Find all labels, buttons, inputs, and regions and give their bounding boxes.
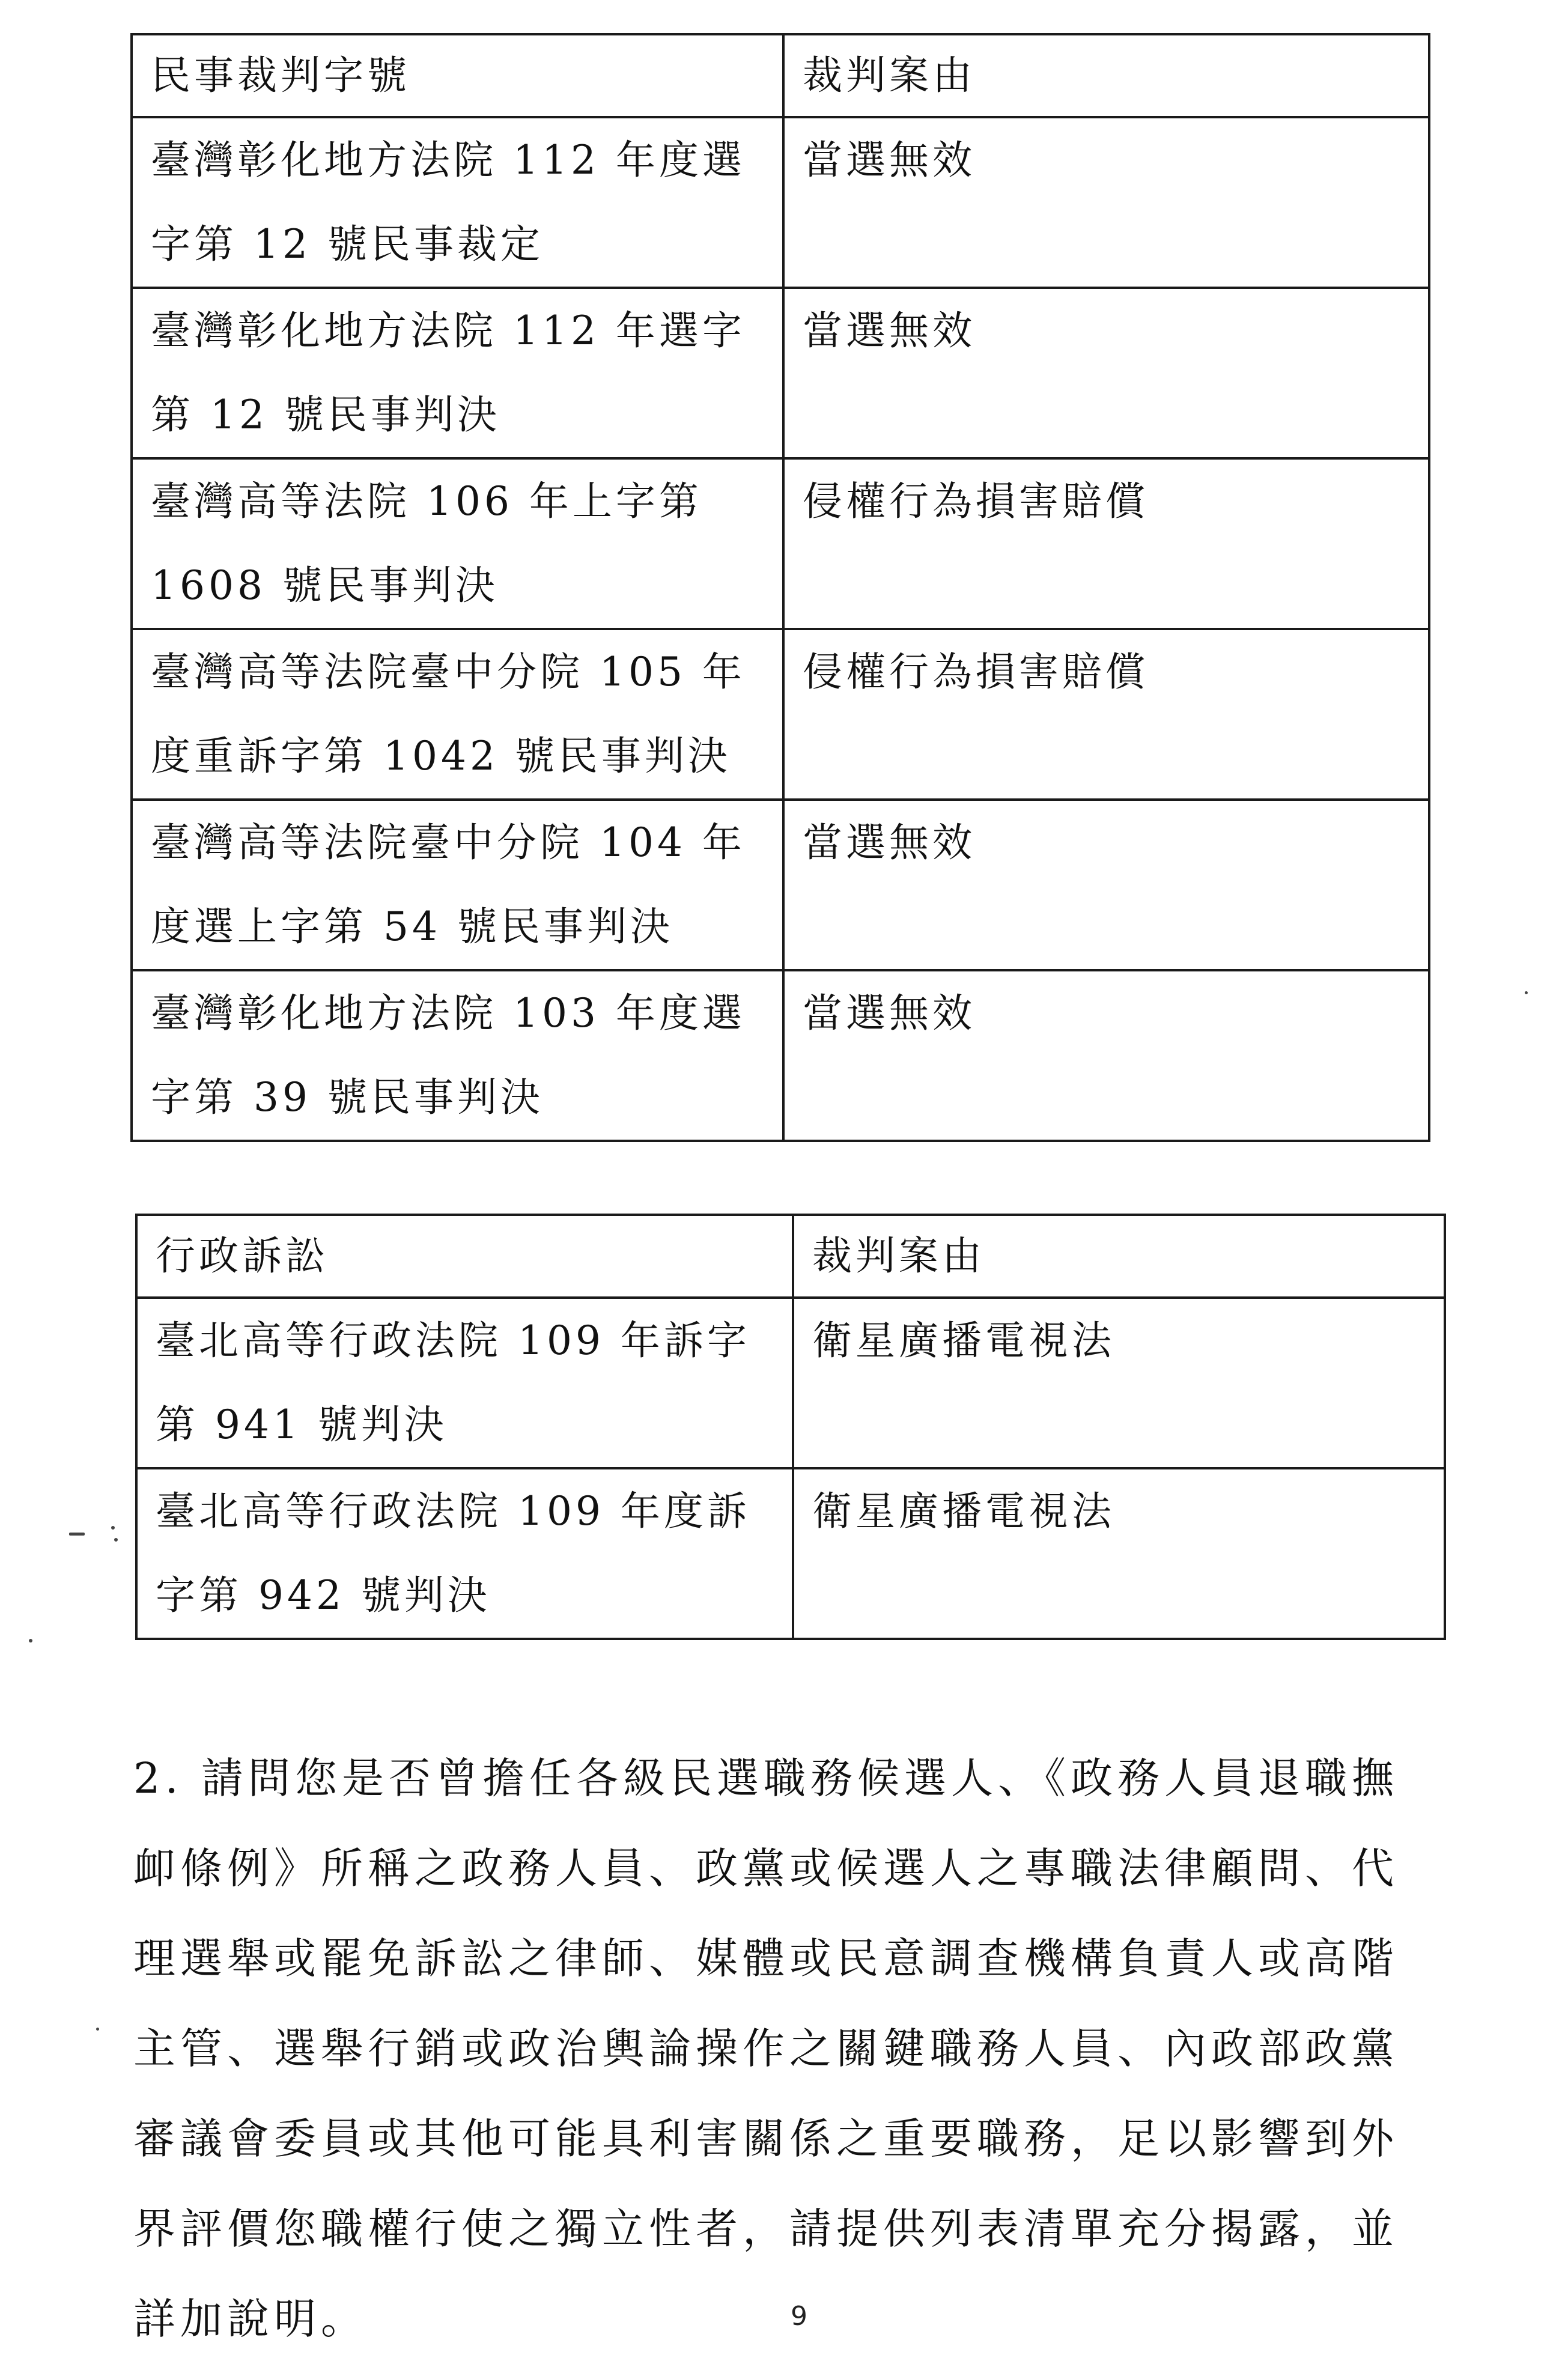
case-number-cell: 臺北高等行政法院 109 年度訴字第 942 號判決 xyxy=(136,1468,793,1639)
table-row xyxy=(132,458,1429,629)
scan-speck xyxy=(69,1533,85,1536)
table-row xyxy=(132,629,1429,800)
question-paragraph: 2. 請問您是否曾擔任各級民選職務候選人、《政務人員退職撫卹條例》所稱之政務人員、政黨或候選人之專職法律顧問、代理選舉或罷免訴訟之律師、媒體或民意調查機構負責人或高階主管、選舉行銷或政治輿論操作之關鍵職務人員、內政部政黨審議會委員或其他可能具利害關係之重要職務，足以影響到外界評價您職權行使之獨立性者，請提供列表清單充分揭露，並詳加說明。 xyxy=(133,1754,1399,2344)
case-cause-cell: 當選無效 xyxy=(783,117,1429,288)
header-case-number: 民事裁判字號 xyxy=(132,34,783,117)
table-row xyxy=(132,800,1429,970)
case-number-cell: 臺灣彰化地方法院 112 年選字第 12 號民事判決 xyxy=(132,288,783,458)
scan-speck xyxy=(29,1639,32,1642)
case-cause-cell: 當選無效 xyxy=(783,288,1429,458)
administrative-litigation-table xyxy=(135,1214,1446,1640)
page-number: 9 xyxy=(791,2301,807,2332)
table-row xyxy=(132,288,1429,458)
case-number-cell: 臺灣彰化地方法院 112 年度選字第 12 號民事裁定 xyxy=(132,117,783,288)
header-case-cause: 裁判案由 xyxy=(783,34,1429,117)
table-row xyxy=(132,970,1429,1141)
case-cause-cell: 當選無效 xyxy=(783,800,1429,970)
case-cause-cell: 侵權行為損害賠償 xyxy=(783,629,1429,800)
case-number-cell: 臺北高等行政法院 109 年訴字第 941 號判決 xyxy=(136,1298,793,1468)
case-cause-cell: 當選無效 xyxy=(783,970,1429,1141)
table-header-row xyxy=(132,34,1429,117)
table-header-row xyxy=(136,1215,1445,1298)
civil-judgments-table xyxy=(130,33,1430,1142)
case-cause-cell: 衛星廣播電視法 xyxy=(793,1298,1445,1468)
case-cause-cell: 侵權行為損害賠償 xyxy=(783,458,1429,629)
case-cause-cell: 衛星廣播電視法 xyxy=(793,1468,1445,1639)
header-case-cause: 裁判案由 xyxy=(793,1215,1445,1298)
scan-speck xyxy=(1525,991,1528,994)
table-row xyxy=(132,117,1429,288)
scan-speck xyxy=(114,1538,118,1542)
table-row xyxy=(136,1298,1445,1468)
header-admin-litigation: 行政訴訟 xyxy=(136,1215,793,1298)
scan-speck xyxy=(111,1526,115,1530)
table-row xyxy=(136,1468,1445,1639)
case-number-cell: 臺灣彰化地方法院 103 年度選字第 39 號民事判決 xyxy=(132,970,783,1141)
case-number-cell: 臺灣高等法院臺中分院 104 年度選上字第 54 號民事判決 xyxy=(132,800,783,970)
scan-speck xyxy=(96,2028,99,2031)
case-number-cell: 臺灣高等法院臺中分院 105 年度重訴字第 1042 號民事判決 xyxy=(132,629,783,800)
case-number-cell: 臺灣高等法院 106 年上字第 1608 號民事判決 xyxy=(132,458,783,629)
